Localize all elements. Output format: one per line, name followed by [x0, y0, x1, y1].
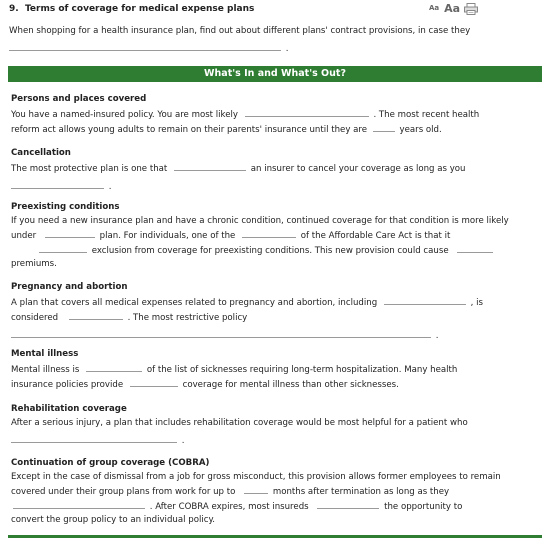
text-fragment: an insurer to cancel your coverage as long as you — [250, 164, 466, 174]
text-fragment: , is — [470, 298, 483, 308]
text-fragment: . — [435, 331, 439, 341]
preexisting-answer-dropdown-1[interactable] — [45, 228, 95, 238]
text-fragment: of the list of sicknesses requiring long-term hospitalization. Many health — [146, 365, 458, 375]
intro-answer-dropdown[interactable] — [9, 41, 281, 51]
text-fragment: . The most restrictive policy — [127, 313, 248, 323]
persons-answer-dropdown-1[interactable] — [245, 107, 369, 117]
section-persons — [11, 93, 546, 137]
section-title: Pregnancy and abortion — [11, 282, 128, 292]
text-fragment: If you need a new insurance plan and have a chronic condition, continued coverage for that condition is more likely — [11, 216, 509, 226]
section-pregnancy — [11, 281, 546, 343]
text-fragment: reform act allows young adults to remain on their parents' insurance until they are — [11, 125, 368, 135]
text-fragment: convert the group policy to an individual policy. — [11, 515, 216, 525]
intro-end: . — [285, 44, 289, 54]
preexisting-answer-dropdown-2[interactable] — [242, 228, 296, 238]
preexisting-answer-dropdown-3[interactable] — [39, 243, 87, 253]
section-rehabilitation — [11, 403, 546, 448]
question-number: 9. — [9, 4, 19, 14]
font-size-decrease-button[interactable]: Aa — [429, 4, 440, 12]
printer-icon[interactable] — [464, 3, 478, 15]
cobra-answer-dropdown-1[interactable] — [244, 484, 268, 494]
section-mental-illness — [11, 348, 546, 392]
text-fragment: the opportunity to — [384, 502, 463, 512]
section-title: Cancellation — [11, 148, 71, 158]
cobra-answer-dropdown-2[interactable] — [13, 499, 145, 509]
rehab-answer-dropdown[interactable] — [11, 433, 177, 443]
intro-text — [9, 25, 549, 56]
text-fragment: . The most recent health — [373, 110, 480, 120]
text-fragment: considered — [11, 313, 59, 323]
bottom-divider — [8, 535, 542, 538]
pregnancy-answer-dropdown-1[interactable] — [384, 295, 466, 305]
font-size-increase-button[interactable]: Aa — [444, 2, 461, 15]
section-title: Mental illness — [11, 349, 79, 359]
text-fragment: under — [11, 231, 37, 241]
section-title: Continuation of group coverage (COBRA) — [11, 458, 210, 468]
question-title-text: Terms of coverage for medical expense plans — [24, 4, 255, 14]
section-title: Persons and places covered — [11, 94, 147, 104]
text-fragment: premiums. — [11, 259, 57, 269]
text-fragment: . — [108, 182, 112, 192]
text-fragment: . — [181, 436, 185, 446]
text-fragment: You have a named-insured policy. You are most likely — [11, 110, 238, 120]
cancellation-answer-dropdown-1[interactable] — [174, 161, 246, 171]
text-fragment: years old. — [399, 125, 442, 135]
text-fragment: . After COBRA expires, most insureds — [149, 502, 309, 512]
text-fragment: of the Affordable Care Act is that it — [300, 231, 451, 241]
mental-answer-dropdown-2[interactable] — [130, 377, 178, 387]
text-fragment: coverage for mental illness than other sicknesses. — [182, 380, 399, 390]
text-fragment: The most protective plan is one that — [11, 164, 168, 174]
question-title — [9, 3, 254, 16]
section-title: Rehabilitation coverage — [11, 404, 127, 414]
cancellation-answer-dropdown-2[interactable] — [11, 179, 104, 189]
section-preexisting — [11, 201, 546, 271]
cobra-answer-dropdown-3[interactable] — [317, 499, 379, 509]
preexisting-answer-dropdown-4[interactable] — [457, 243, 493, 253]
persons-answer-dropdown-2[interactable] — [373, 122, 395, 132]
text-fragment: A plan that covers all medical expenses related to pregnancy and abortion, including — [11, 298, 378, 308]
pregnancy-answer-dropdown-3[interactable] — [11, 328, 431, 338]
section-title: Preexisting conditions — [11, 202, 120, 212]
text-fragment: covered under their group plans from work for up to — [11, 487, 236, 497]
text-fragment: insurance policies provide — [11, 380, 124, 390]
intro-sentence: When shopping for a health insurance plan, find out about different plans' contract provisions, in case they — [9, 26, 471, 36]
text-fragment: plan. For individuals, one of the — [99, 231, 236, 241]
text-fragment: Mental illness is — [11, 365, 80, 375]
text-fragment: exclusion from coverage for preexisting conditions. This new provision could cause — [91, 246, 449, 256]
text-fragment: months after termination as long as they — [272, 487, 450, 497]
text-fragment: After a serious injury, a plan that includes rehabilitation coverage would be most helpful for a patient who — [11, 418, 468, 428]
text-fragment: Except in the case of dismissal from a job for gross misconduct, this provision allows former employees to remain — [11, 472, 501, 482]
section-banner: What's In and What's Out? — [8, 66, 542, 82]
mental-answer-dropdown-1[interactable] — [86, 362, 142, 372]
pregnancy-answer-dropdown-2[interactable] — [69, 310, 123, 320]
toolbar — [429, 2, 478, 15]
section-cancellation — [11, 147, 546, 194]
section-cobra — [11, 457, 546, 527]
